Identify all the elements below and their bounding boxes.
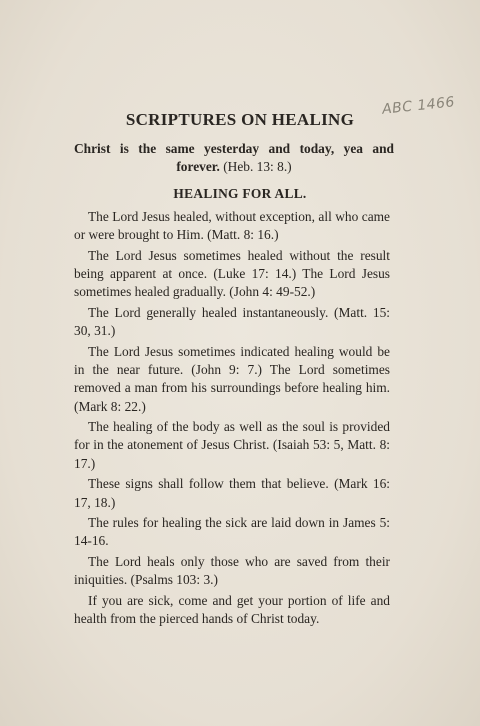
epigraph-reference: (Heb. 13: 8.) [223,159,292,174]
epigraph-line-1: Christ is the same yesterday and today, yea and [74,141,394,156]
body-text [74,208,390,628]
paragraph: The Lord heals only those who are saved from their iniquities. (Psalms 103: 3.) [74,554,390,588]
paragraph: If you are sick, come and get your portion of life and health from the pierced hands of Christ today. [74,593,390,627]
epigraph-text-2: forever. [176,159,220,174]
epigraph-line-2 [74,158,394,176]
section-heading: HEALING FOR ALL. [173,186,307,201]
paragraph: The Lord Jesus sometimes indicated healing would be in the near future. (John 9: 7.) The Lord sometimes removed a man from his surroundings before healing him. (Mark 8: 22.) [74,343,390,414]
page-title: SCRIPTURES ON HEALING [125,110,355,129]
paragraph: The rules for healing the sick are laid down in James 5: 14-16. [74,515,390,549]
paragraph: The Lord Jesus sometimes healed without the result being apparent at once. (Luke 17: 14.) The Lord Jesus sometimes healed gradually. (John 4: 49-52.) [74,247,390,300]
handwritten-annotation: ABC 1466 [381,94,456,118]
paragraph: The Lord generally healed instantaneously. (Matt. 15: 30, 31.) [74,305,390,339]
paragraph: These signs shall follow them that believe. (Mark 16: 17, 18.) [74,476,390,510]
paragraph: The healing of the body as well as the soul is provided for in the atonement of Jesus Christ. (Isaiah 53: 5, Matt. 8: 17.) [74,419,390,471]
paragraph: The Lord Jesus healed, without exception, all who came or were brought to Him. (Matt. 8: 16.) [74,209,390,243]
epigraph [74,140,394,176]
